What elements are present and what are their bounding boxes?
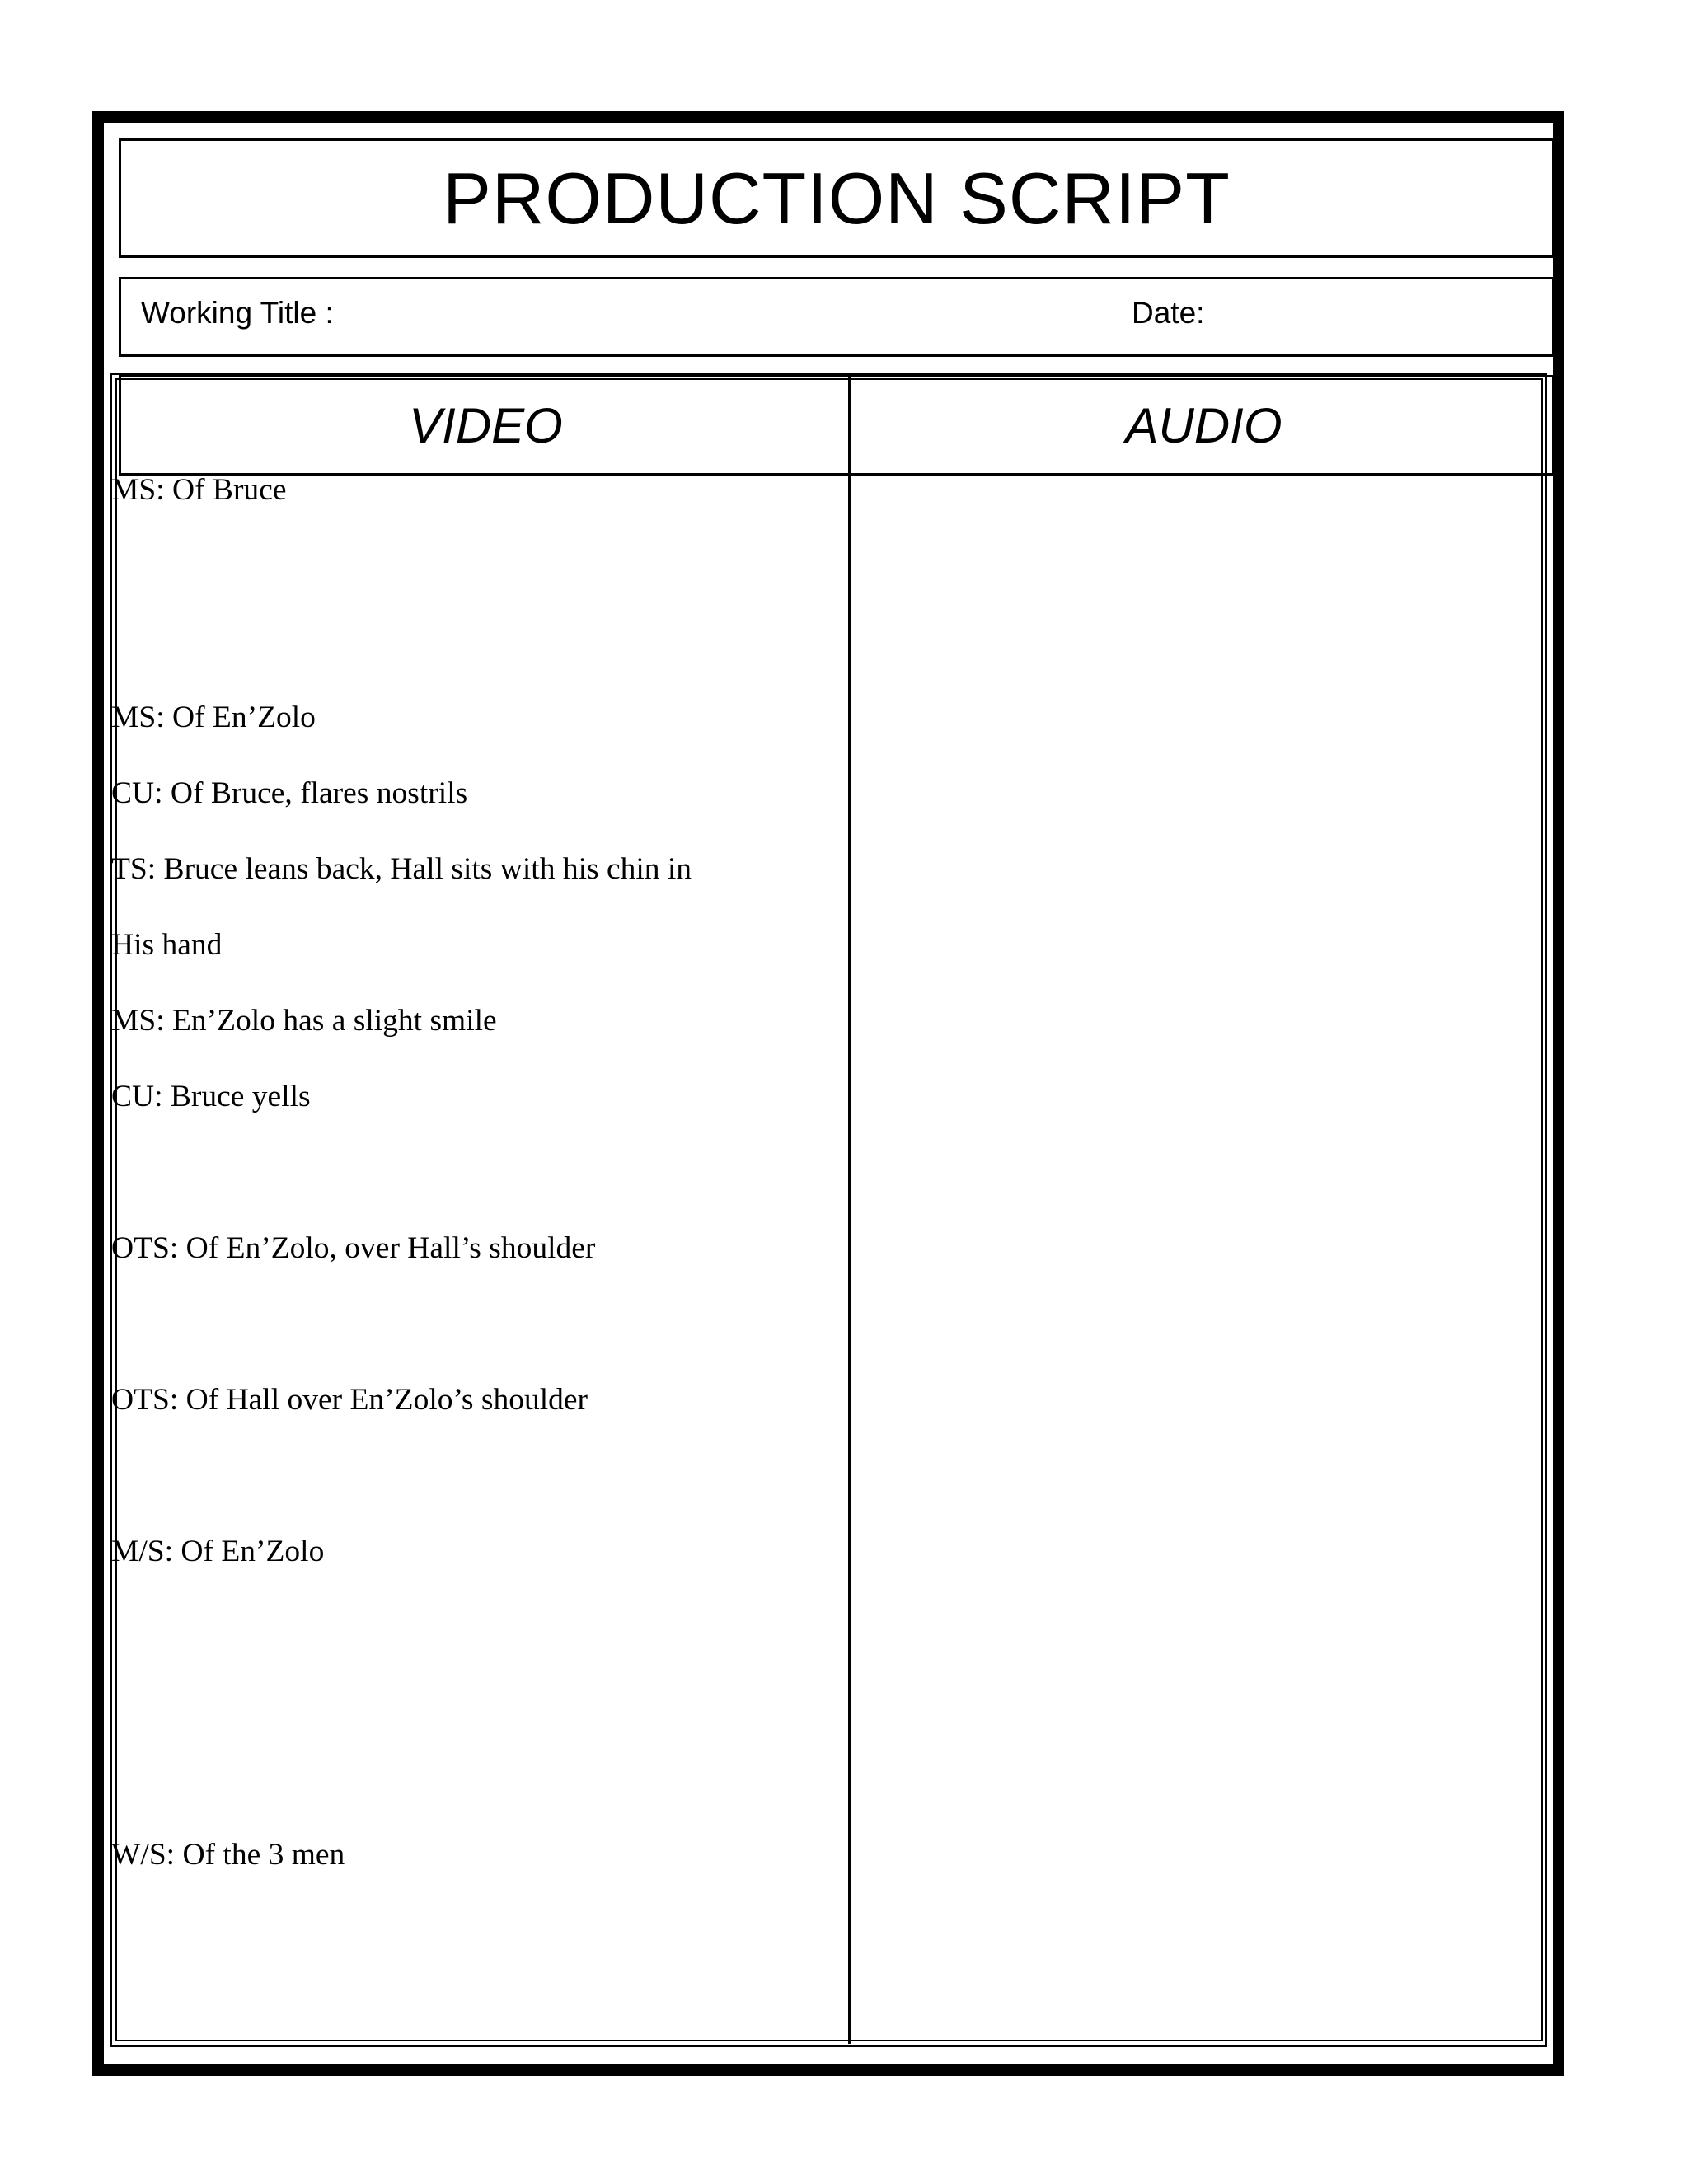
table-header-row	[119, 375, 1554, 476]
video-shot-line: MS: En’Zolo has a slight smile	[111, 1004, 497, 1038]
script-meta-box	[119, 277, 1554, 357]
video-shot-line: W/S: Of the 3 men	[111, 1838, 345, 1872]
script-table-inner-frame	[115, 378, 1543, 2041]
video-shot-line: M/S: Of En’Zolo	[111, 1535, 325, 1568]
video-shot-line: MS: Of Bruce	[111, 473, 287, 507]
video-shot-line: CU: Of Bruce, flares nostrils	[111, 776, 468, 810]
video-shot-line: His hand	[111, 928, 223, 962]
video-shot-line: OTS: Of En’Zolo, over Hall’s shoulder	[111, 1231, 596, 1265]
script-title-box	[119, 138, 1554, 258]
audio-column-header: AUDIO	[1125, 397, 1282, 453]
video-shot-line: OTS: Of Hall over En’Zolo’s shoulder	[111, 1383, 588, 1417]
video-column-header: VIDEO	[409, 397, 563, 453]
working-title-label: Working Title :	[141, 296, 334, 330]
video-shot-line: MS: Of En’Zolo	[111, 701, 316, 734]
video-shot-line: TS: Bruce leans back, Hall sits with his chin in	[111, 852, 692, 886]
date-label: Date:	[1132, 296, 1205, 330]
video-shot-line: CU: Bruce yells	[111, 1080, 311, 1113]
page-title: PRODUCTION SCRIPT	[443, 157, 1231, 239]
column-divider	[848, 375, 851, 2044]
